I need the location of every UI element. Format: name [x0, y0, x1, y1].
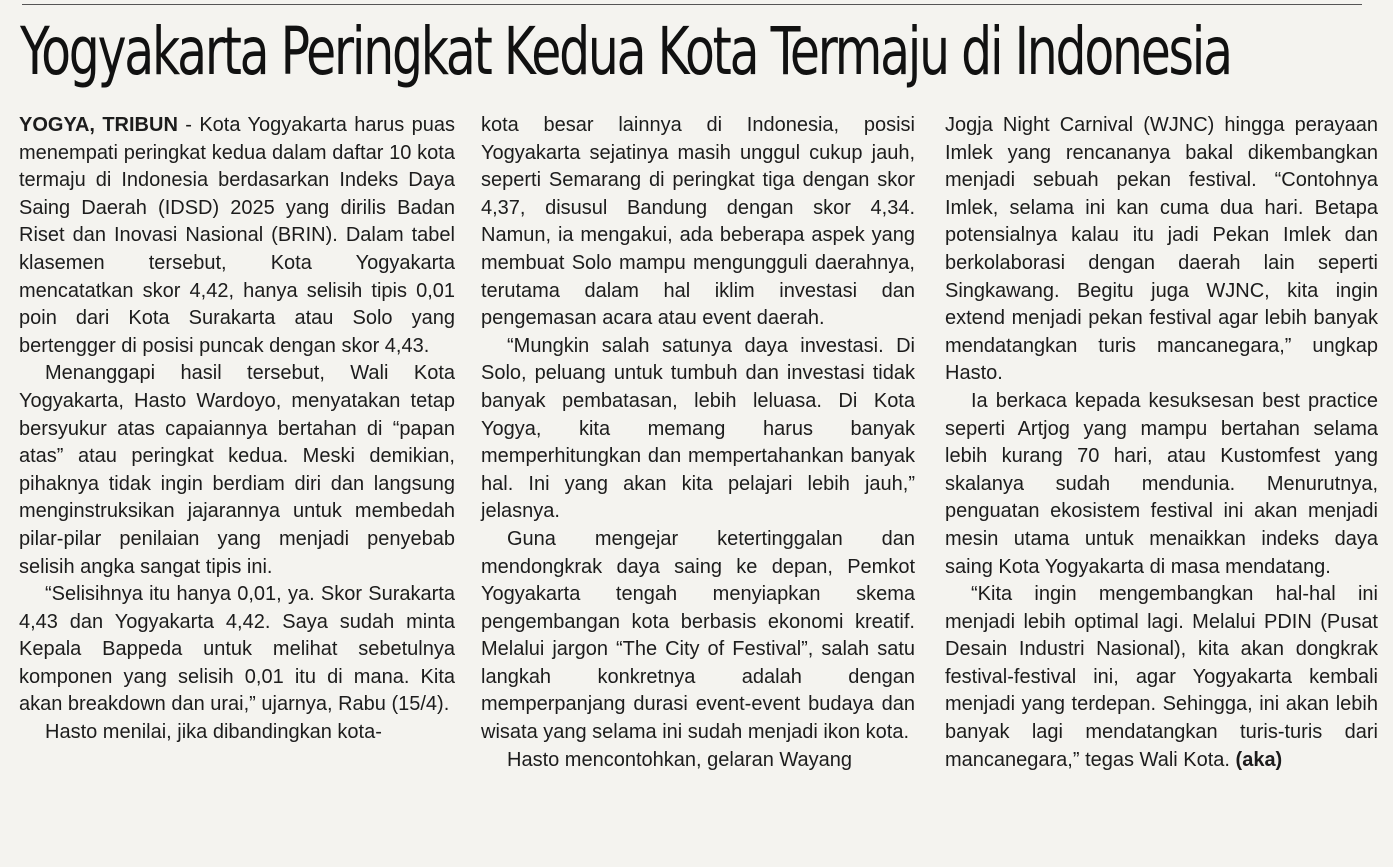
- article-paragraph: “Mungkin salah satunya daya investasi. Di Solo, peluang untuk tumbuh dan investasi tidak banyak pembatasan, lebih leluasa. Di Kota Yogya, kita memang harus banyak memperhitungkan dan mempertahankan banyak hal. Ini yang akan kita pelajari lebih jauh,” jelasnya.: [481, 334, 915, 523]
- article-paragraph: “Selisihnya itu hanya 0,01, ya. Skor Surakarta 4,43 dan Yogyakarta 4,42. Saya sudah minta Kepala Bappeda untuk melihat sebetulnya komponen yang selisih 0,01 itu di mana. Kita akan breakdown dan urai,” ujarnya, Rabu (15/4).: [19, 583, 455, 716]
- article-paragraph: Guna mengejar ketertinggalan dan mendongkrak daya saing ke depan, Pemkot Yogyakarta tengah menyiapkan skema pengembangan kota berbasis ekonomi kreatif. Melalui jargon “The City of Festival”, salah satu langkah konkretnya adalah dengan memperpanjang durasi event-event budaya dan wisata yang selama ini sudah menjadi ikon kota.: [481, 527, 915, 744]
- article-paragraph: kota besar lainnya di Indonesia, posisi Yogyakarta sejatinya masih unggul cukup jauh, seperti Semarang di peringkat tiga dengan skor 4,37, disusul Bandung dengan skor 4,34. Namun, ia mengakui, ada beberapa aspek yang membuat Solo mampu mengungguli daerahnya, terutama dalam hal iklim investasi dan pengemasan acara atau event daerah.: [481, 114, 915, 330]
- headline: Yogyakarta Peringkat Kedua Kota Termaju di Indonesia: [20, 13, 1231, 90]
- article-paragraph: [19, 112, 455, 360]
- dateline: YOGYA, TRIBUN: [19, 114, 178, 136]
- article-paragraph: Menanggapi hasil tersebut, Wali Kota Yogyakarta, Hasto Wardoyo, menyatakan tetap bersyukur atas capaiannya bertahan di “papan atas” atau peringkat kedua. Meski demikian, pihaknya tidak ingin berdiam diri dan langsung menginstruksikan jajarannya untuk membedah pilar-pilar penilaian yang menjadi penyebab selisih angka sangat tipis ini.: [19, 362, 455, 578]
- top-rule: [22, 4, 1362, 5]
- article-column-1: [19, 112, 455, 747]
- article-paragraph: Hasto menilai, jika dibandingkan kota-: [45, 721, 382, 744]
- article-column-3: [945, 112, 1378, 774]
- paragraph-text: Kota Yogyakarta harus puas menempati peringkat kedua dalam daftar 10 kota termaju di Indonesia berdasarkan Indeks Daya Saing Daerah (IDSD) 2025 yang dirilis Badan Riset dan Inovasi Nasional (BRIN). Dalam tabel klasemen tersebut, Kota Yogyakarta mencatatkan skor 4,42, hanya selisih tipis 0,01 poin dari Kota Surakarta atau Solo yang bertengger di posisi puncak dengan skor 4,43.: [19, 114, 455, 357]
- article-paragraph: [945, 581, 1378, 774]
- author-signature: (aka): [1235, 748, 1283, 771]
- article-paragraph: Hasto mencontohkan, gelaran Wayang: [507, 748, 853, 771]
- article-paragraph: Jogja Night Carnival (WJNC) hingga perayaan Imlek yang rencananya bakal dikembangkan menjadi sebuah pekan festival. “Contohnya Imlek, selama ini kan cuma dua hari. Betapa potensialnya kalau itu jadi Pekan Imlek dan berkolaborasi dengan daerah lain seperti Singkawang. Begitu juga WJNC, kita ingin extend menjadi pekan festival agar lebih banyak mendatangkan turis mancanegara,” ungkap Hasto.: [945, 114, 1378, 385]
- dateline-separator: -: [177, 114, 200, 136]
- paragraph-text: “Kita ingin mengembangkan hal-hal ini menjadi lebih optimal lagi. Melalui PDIN (Pusat Desain Industri Nasional), kita akan dongkrak festival-festival ini, agar Yogyakarta kembali menjadi yang terdepan. Sehingga, ini akan lebih banyak lagi mendatangkan turis-turis dari mancanegara,” tegas Wali Kota.: [945, 583, 1378, 771]
- article-paragraph: Ia berkaca kepada kesuksesan best practice seperti Artjog yang mampu bertahan selama lebih kurang 70 hari, atau Kustomfest yang skalanya sudah mendunia. Menurutnya, penguatan ekosistem festival ini akan menjadi mesin utama untuk menaikkan indeks daya saing Kota Yogyakarta di masa mendatang.: [945, 389, 1378, 578]
- article-column-2: [481, 112, 915, 774]
